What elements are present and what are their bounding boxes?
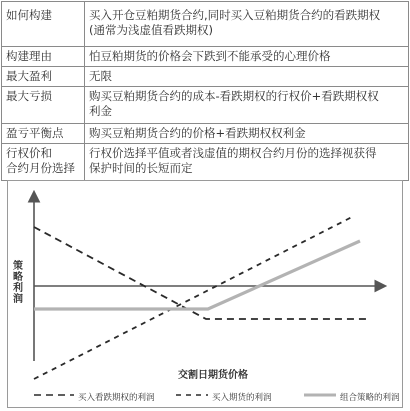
row-value: 行权价选择平值或者浅虚值的期权合约月份的选择视获得 保护时间的长短而定 [85, 144, 409, 181]
row-value: 购买豆粕期货合约的价格+看跌期权权利金 [85, 124, 409, 144]
row-key: 构建理由 [2, 47, 85, 67]
row-value: 无限 [85, 67, 409, 87]
legend-label-futures: 买入期货的利润 [212, 393, 272, 403]
payoff-figure [7, 180, 403, 408]
table-row [2, 124, 409, 144]
table-row [2, 67, 409, 87]
long-put-profit-line [34, 227, 366, 319]
table-row [2, 144, 409, 181]
row-key: 如何构建 [2, 2, 85, 47]
row-key: 行权价和 合约月份选择 [2, 144, 85, 181]
row-value: 怕豆粕期货的价格会下跌到不能承受的心理价格 [85, 47, 409, 67]
x-axis-label: 交割日期货价格 [178, 370, 248, 381]
row-value: 购买豆粕期货合约的成本-看跌期权的行权价+看跌期权权 利金 [85, 87, 409, 124]
table-row [2, 47, 409, 67]
table-row [2, 87, 409, 124]
combo-profit-line [34, 241, 360, 309]
long-futures-profit-line [34, 217, 352, 379]
table-row [2, 2, 409, 47]
strategy-table [1, 1, 409, 181]
row-key: 最大亏损 [2, 87, 85, 124]
row-value: 买入开仓豆粕期货合约,同时买入豆粕期货合约的看跌期权 (通常为浅虚值看跌期权) [85, 2, 409, 47]
legend-label-combo: 组合策略的利润 [340, 393, 400, 403]
legend-label-put: 买入看跌期权的利润 [78, 393, 155, 403]
row-key: 盈亏平衡点 [2, 124, 85, 144]
row-key: 最大盈利 [2, 67, 85, 87]
y-axis-label: 策 略 利 润 [13, 261, 23, 305]
